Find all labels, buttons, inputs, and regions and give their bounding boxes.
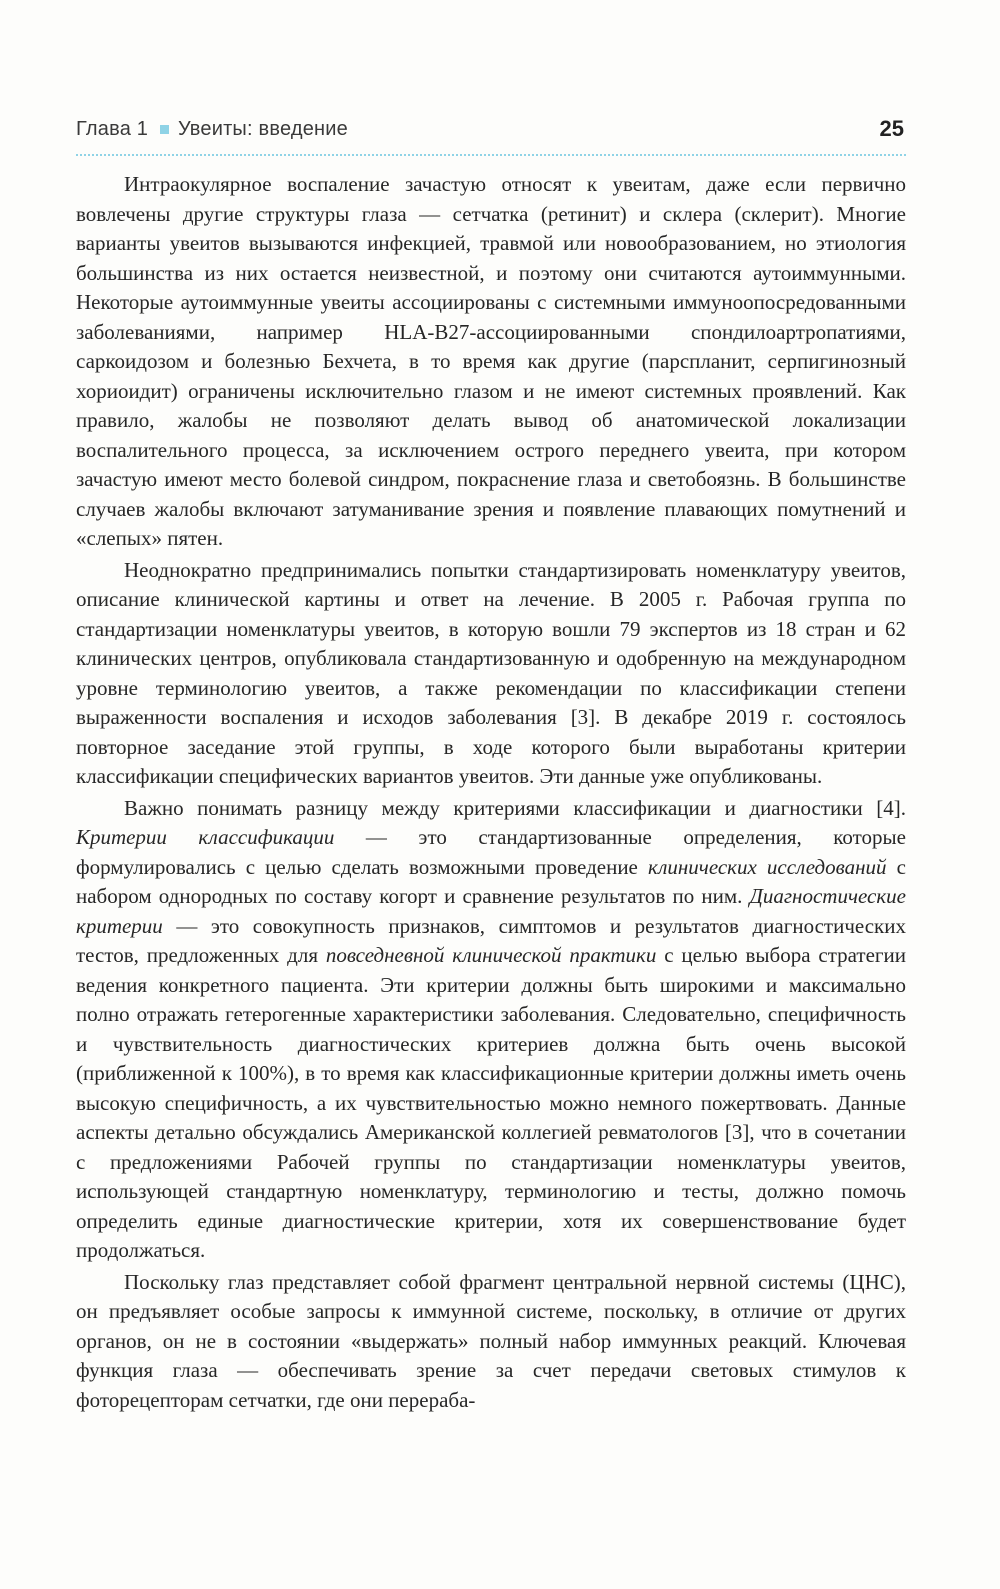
chapter-label: Глава 1: [76, 118, 149, 140]
text-run: — это совокупность признаков, симптомов и результатов диагностических тестов, предложенных для: [76, 913, 906, 967]
paragraph-4: Поскольку глаз представляет собой фрагмент центральной нервной системы (ЦНС), он предъявляет особые запросы к иммунной системе, поскольку, в отличие от других органов, он не в состоянии «выдержать» полный набор иммунных реакций. Ключевая функция глаза — обеспечивать зрение за счет передачи световых стимулов к фоторецепторам сетчатки, где они перераба-: [76, 1269, 906, 1412]
text-run: — это стандартизованные определения, которые формулировались с целью сделать возможными проведение: [76, 825, 906, 879]
italic-term: клинических исследований: [647, 854, 887, 879]
header-rule: [76, 154, 906, 156]
paragraph-2: Неоднократно предпринимались попытки стандартизировать номенклатуру увеитов, описание клинической картины и ответ на лечение. В 2005 г. Рабочая группа по стандартизации номенклатуры увеитов, в которую вошли 79 экспертов из 18 стран и 62 клинических центров, опубликовала стандартизованную и одобренную на международном уровне терминологию увеитов, а также рекомендации по классификации степени выраженности воспаления и исходов заболевания [3]. В декабре 2019 г. состоялось повторное заседание этой группы, в ходе которого были выработаны критерии классификации специфических вариантов увеитов. Эти данные уже опубликованы.: [76, 557, 906, 788]
text-run: Важно понимать разницу между критериями классификации и диагностики [4].: [124, 795, 906, 820]
text-run: с целью выбора стратегии ведения конкретного пациента. Эти критерии должны быть широкими и максимально полно отражать гетерогенные характеристики заболевания. Следовательно, специфичность и чувствительность диагностических критериев должна быть очень высокой (приближенной к 100%), в то время как классификационные критерии должны иметь очень высокую специфичность, а их чувствительностью можно немного пожертвовать. Данные аспекты детально обсуждались Американской коллегией ревматологов [3], что в сочетании с предложениями Рабочей группы по стандартизации номенклатуры увеитов, использующей стандартную номенклатуру, терминологию и тесты, должно помочь определить единые диагностические критерии, хотя их совершенствование будет продолжаться.: [76, 943, 907, 1262]
square-separator-icon: [160, 125, 169, 134]
body-text: [76, 170, 906, 1417]
chapter-title: Увеиты: введение: [178, 118, 348, 140]
paragraph-3: [76, 794, 906, 1266]
italic-term: Критерии классификации: [76, 825, 335, 849]
page-number: 25: [879, 116, 904, 141]
running-head: [76, 112, 906, 148]
text-run: с набором однородных по составу когорт и сравнение результатов по ним.: [76, 854, 906, 908]
italic-term: повседневной клинической практики: [325, 943, 657, 967]
paragraph-1: Интраокулярное воспаление зачастую относят к увеитам, даже если первично вовлечены другие структуры глаза — сетчатка (ретинит) и склера (склерит). Многие варианты увеитов вызываются инфекцией, травмой или новообразованием, но этиология большинства из них остается неизвестной, и поэтому они считаются аутоиммунными. Некоторые аутоиммунные увеиты ассоциированы с системными иммуноопосредованными заболеваниями, например HLA-B27-ассоциированными спондилоартропатиями, саркоидозом и болезнью Бехчета, в то время как другие (парспланит, серпигинозный хориоидит) ограничены исключительно глазом и не имеют системных проявлений. Как правило, жалобы не позволяют делать вывод об анатомической локализации воспалительного процесса, за исключением острого переднего увеита, при котором зачастую имеют место болевой синдром, покраснение глаза и светобоязнь. В большинстве случаев жалобы включают затуманивание зрения и появление плавающих помутнений и «слепых» пятен.: [76, 172, 906, 550]
italic-term: Диагностические критерии: [76, 884, 906, 938]
